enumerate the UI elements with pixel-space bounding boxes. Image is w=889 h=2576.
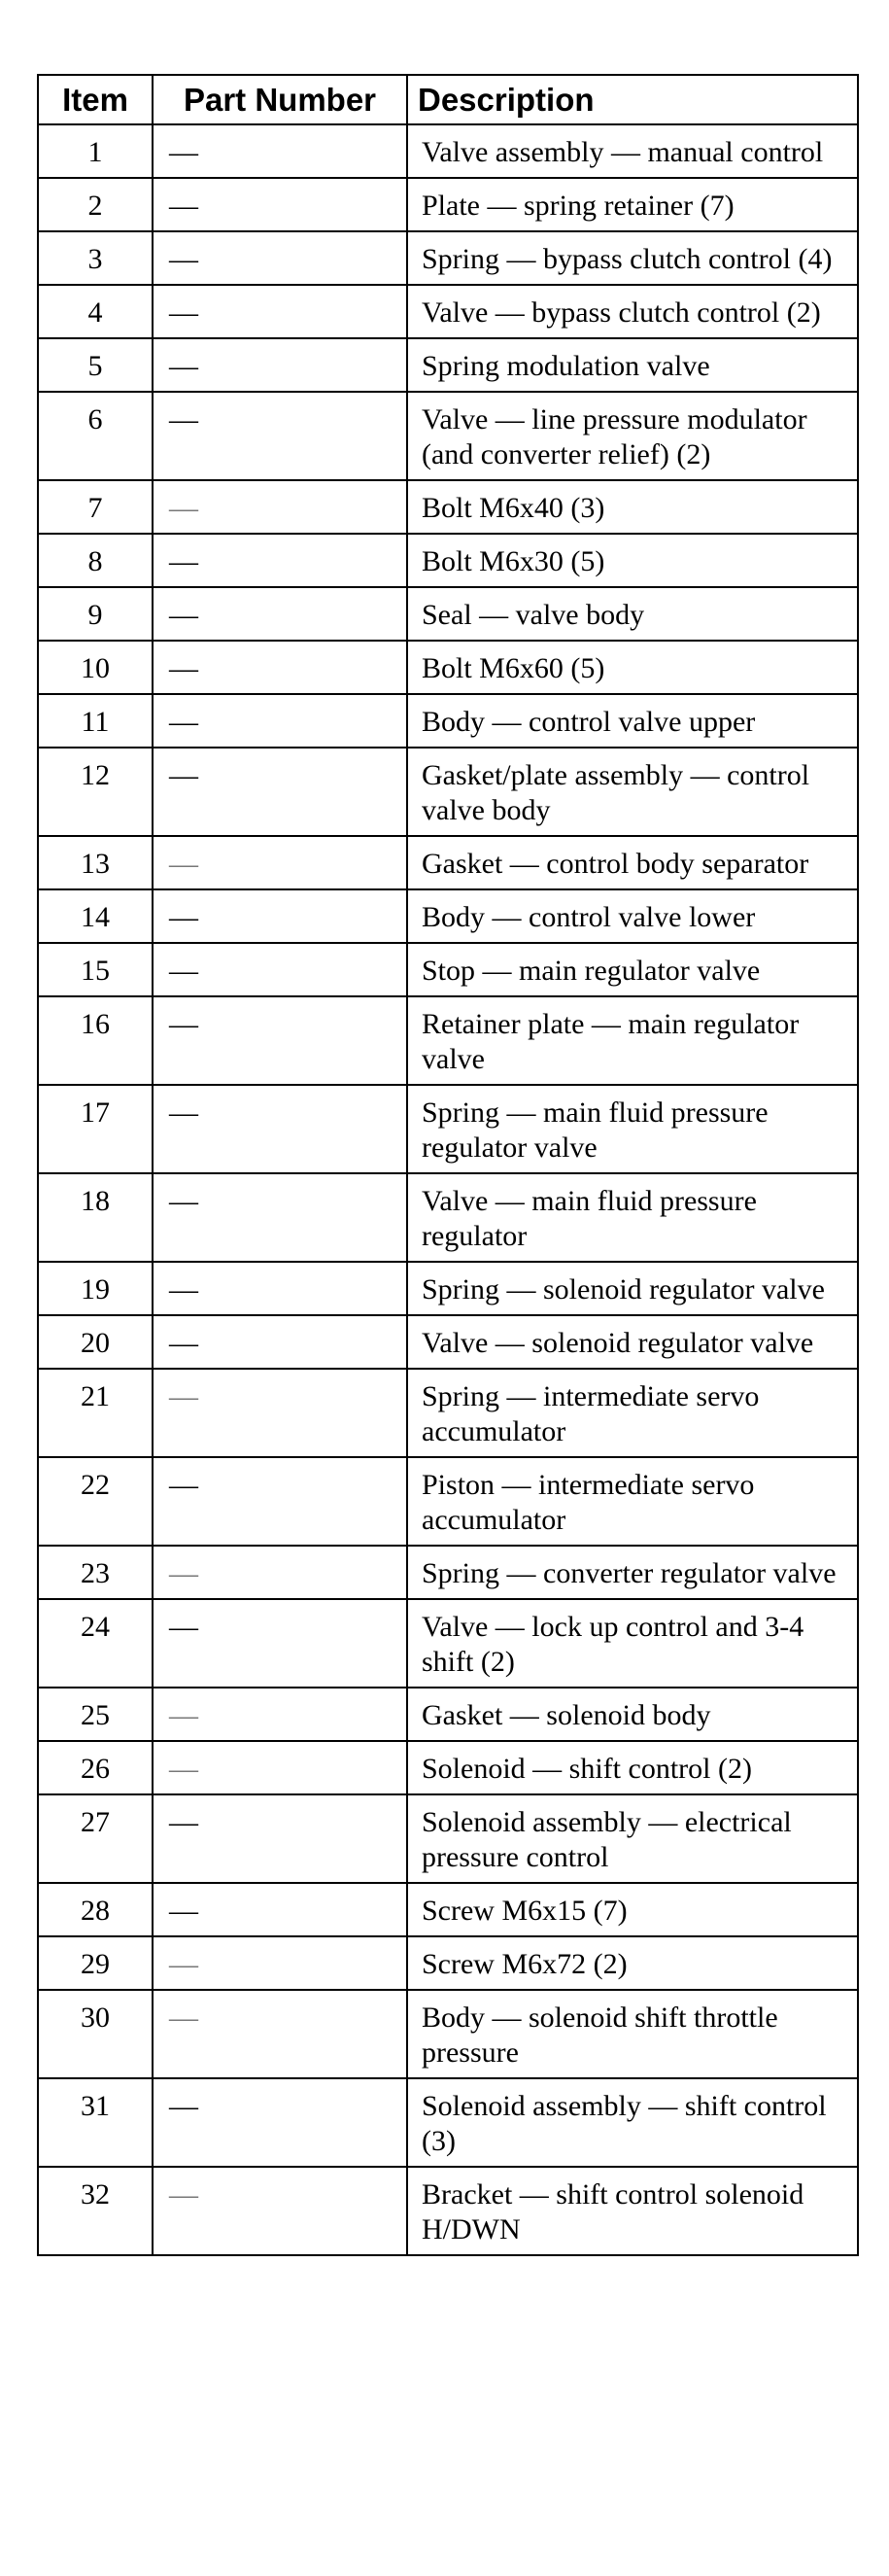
description-cell: Solenoid assembly — shift control (3) bbox=[407, 2078, 858, 2167]
description-cell: Valve — solenoid regulator valve bbox=[407, 1315, 858, 1369]
part-number-cell: — bbox=[153, 1883, 407, 1936]
description-cell: Valve — line pressure modulator (and converter relief) (2) bbox=[407, 392, 858, 480]
description-cell: Solenoid assembly — electrical pressure control bbox=[407, 1794, 858, 1883]
item-number-cell: 9 bbox=[38, 587, 153, 641]
table-row bbox=[38, 748, 858, 836]
description-cell: Retainer plate — main regulator valve bbox=[407, 996, 858, 1085]
table-row bbox=[38, 1990, 858, 2078]
item-number-cell: 11 bbox=[38, 694, 153, 748]
description-cell: Body — control valve upper bbox=[407, 694, 858, 748]
part-number-cell: — bbox=[153, 1315, 407, 1369]
part-number-cell: — bbox=[153, 641, 407, 694]
description-cell: Gasket/plate assembly — control valve body bbox=[407, 748, 858, 836]
item-number-cell: 27 bbox=[38, 1794, 153, 1883]
table-row bbox=[38, 2078, 858, 2167]
column-header-part-number: Part Number bbox=[153, 75, 407, 124]
part-number-cell: — bbox=[153, 1794, 407, 1883]
header-row bbox=[38, 75, 858, 124]
item-number-cell: 7 bbox=[38, 480, 153, 534]
table-row bbox=[38, 1369, 858, 1457]
description-cell: Bolt M6x60 (5) bbox=[407, 641, 858, 694]
description-cell: Spring — intermediate servo accumulator bbox=[407, 1369, 858, 1457]
part-number-cell: — bbox=[153, 748, 407, 836]
table-row bbox=[38, 392, 858, 480]
description-cell: Valve — main fluid pressure regulator bbox=[407, 1173, 858, 1262]
item-number-cell: 28 bbox=[38, 1883, 153, 1936]
part-number-cell: — bbox=[153, 1990, 407, 2078]
table-row bbox=[38, 1546, 858, 1599]
table-row bbox=[38, 285, 858, 338]
table-row bbox=[38, 1315, 858, 1369]
part-number-cell: — bbox=[153, 534, 407, 587]
part-number-cell: — bbox=[153, 1936, 407, 1990]
table-row bbox=[38, 1173, 858, 1262]
column-header-description: Description bbox=[407, 75, 858, 124]
table-row bbox=[38, 1688, 858, 1741]
description-cell: Body — control valve lower bbox=[407, 889, 858, 943]
part-number-cell: — bbox=[153, 943, 407, 996]
item-number-cell: 5 bbox=[38, 338, 153, 392]
part-number-cell: — bbox=[153, 889, 407, 943]
table-row bbox=[38, 1883, 858, 1936]
item-number-cell: 4 bbox=[38, 285, 153, 338]
description-cell: Valve assembly — manual control bbox=[407, 124, 858, 178]
table-row bbox=[38, 889, 858, 943]
table-row bbox=[38, 694, 858, 748]
part-number-cell: — bbox=[153, 2078, 407, 2167]
item-number-cell: 18 bbox=[38, 1173, 153, 1262]
item-number-cell: 20 bbox=[38, 1315, 153, 1369]
table-row bbox=[38, 1262, 858, 1315]
part-number-cell: — bbox=[153, 231, 407, 285]
item-number-cell: 13 bbox=[38, 836, 153, 889]
description-cell: Valve — lock up control and 3-4 shift (2) bbox=[407, 1599, 858, 1688]
item-number-cell: 23 bbox=[38, 1546, 153, 1599]
table-header bbox=[38, 75, 858, 124]
table-row bbox=[38, 534, 858, 587]
description-cell: Stop — main regulator valve bbox=[407, 943, 858, 996]
item-number-cell: 32 bbox=[38, 2167, 153, 2255]
item-number-cell: 19 bbox=[38, 1262, 153, 1315]
item-number-cell: 3 bbox=[38, 231, 153, 285]
part-number-cell: — bbox=[153, 694, 407, 748]
description-cell: Gasket — control body separator bbox=[407, 836, 858, 889]
table-row bbox=[38, 943, 858, 996]
table-row bbox=[38, 996, 858, 1085]
item-number-cell: 21 bbox=[38, 1369, 153, 1457]
item-number-cell: 6 bbox=[38, 392, 153, 480]
table-row bbox=[38, 641, 858, 694]
part-number-cell: — bbox=[153, 124, 407, 178]
table-row bbox=[38, 1457, 858, 1546]
description-cell: Bolt M6x40 (3) bbox=[407, 480, 858, 534]
table-row bbox=[38, 2167, 858, 2255]
part-number-cell: — bbox=[153, 338, 407, 392]
item-number-cell: 12 bbox=[38, 748, 153, 836]
part-number-cell: — bbox=[153, 1457, 407, 1546]
table-row bbox=[38, 1599, 858, 1688]
part-number-cell: — bbox=[153, 1546, 407, 1599]
table-row bbox=[38, 231, 858, 285]
item-number-cell: 31 bbox=[38, 2078, 153, 2167]
column-header-item: Item bbox=[38, 75, 153, 124]
description-cell: Spring — bypass clutch control (4) bbox=[407, 231, 858, 285]
part-number-cell: — bbox=[153, 996, 407, 1085]
description-cell: Plate — spring retainer (7) bbox=[407, 178, 858, 231]
table-row bbox=[38, 178, 858, 231]
description-cell: Screw M6x15 (7) bbox=[407, 1883, 858, 1936]
table-row bbox=[38, 124, 858, 178]
description-cell: Bolt M6x30 (5) bbox=[407, 534, 858, 587]
item-number-cell: 10 bbox=[38, 641, 153, 694]
item-number-cell: 30 bbox=[38, 1990, 153, 2078]
parts-table bbox=[37, 74, 859, 2256]
part-number-cell: — bbox=[153, 285, 407, 338]
part-number-cell: — bbox=[153, 1688, 407, 1741]
table-row bbox=[38, 480, 858, 534]
description-cell: Spring — main fluid pressure regulator valve bbox=[407, 1085, 858, 1173]
item-number-cell: 1 bbox=[38, 124, 153, 178]
part-number-cell: — bbox=[153, 392, 407, 480]
part-number-cell: — bbox=[153, 1262, 407, 1315]
description-cell: Gasket — solenoid body bbox=[407, 1688, 858, 1741]
part-number-cell: — bbox=[153, 178, 407, 231]
table-row bbox=[38, 1936, 858, 1990]
item-number-cell: 8 bbox=[38, 534, 153, 587]
description-cell: Body — solenoid shift throttle pressure bbox=[407, 1990, 858, 2078]
item-number-cell: 16 bbox=[38, 996, 153, 1085]
table-row bbox=[38, 587, 858, 641]
part-number-cell: — bbox=[153, 836, 407, 889]
item-number-cell: 2 bbox=[38, 178, 153, 231]
part-number-cell: — bbox=[153, 2167, 407, 2255]
item-number-cell: 24 bbox=[38, 1599, 153, 1688]
part-number-cell: — bbox=[153, 480, 407, 534]
item-number-cell: 17 bbox=[38, 1085, 153, 1173]
item-number-cell: 25 bbox=[38, 1688, 153, 1741]
description-cell: Spring — solenoid regulator valve bbox=[407, 1262, 858, 1315]
description-cell: Bracket — shift control solenoid H/DWN bbox=[407, 2167, 858, 2255]
item-number-cell: 29 bbox=[38, 1936, 153, 1990]
description-cell: Seal — valve body bbox=[407, 587, 858, 641]
description-cell: Solenoid — shift control (2) bbox=[407, 1741, 858, 1794]
part-number-cell: — bbox=[153, 1369, 407, 1457]
part-number-cell: — bbox=[153, 1173, 407, 1262]
part-number-cell: — bbox=[153, 1085, 407, 1173]
table-row bbox=[38, 1741, 858, 1794]
description-cell: Spring — converter regulator valve bbox=[407, 1546, 858, 1599]
table-body bbox=[38, 124, 858, 2255]
table-row bbox=[38, 338, 858, 392]
description-cell: Screw M6x72 (2) bbox=[407, 1936, 858, 1990]
part-number-cell: — bbox=[153, 1599, 407, 1688]
description-cell: Valve — bypass clutch control (2) bbox=[407, 285, 858, 338]
item-number-cell: 15 bbox=[38, 943, 153, 996]
item-number-cell: 22 bbox=[38, 1457, 153, 1546]
table-row bbox=[38, 1794, 858, 1883]
table-row bbox=[38, 836, 858, 889]
part-number-cell: — bbox=[153, 1741, 407, 1794]
item-number-cell: 14 bbox=[38, 889, 153, 943]
part-number-cell: — bbox=[153, 587, 407, 641]
item-number-cell: 26 bbox=[38, 1741, 153, 1794]
description-cell: Spring modulation valve bbox=[407, 338, 858, 392]
table-row bbox=[38, 1085, 858, 1173]
description-cell: Piston — intermediate servo accumulator bbox=[407, 1457, 858, 1546]
